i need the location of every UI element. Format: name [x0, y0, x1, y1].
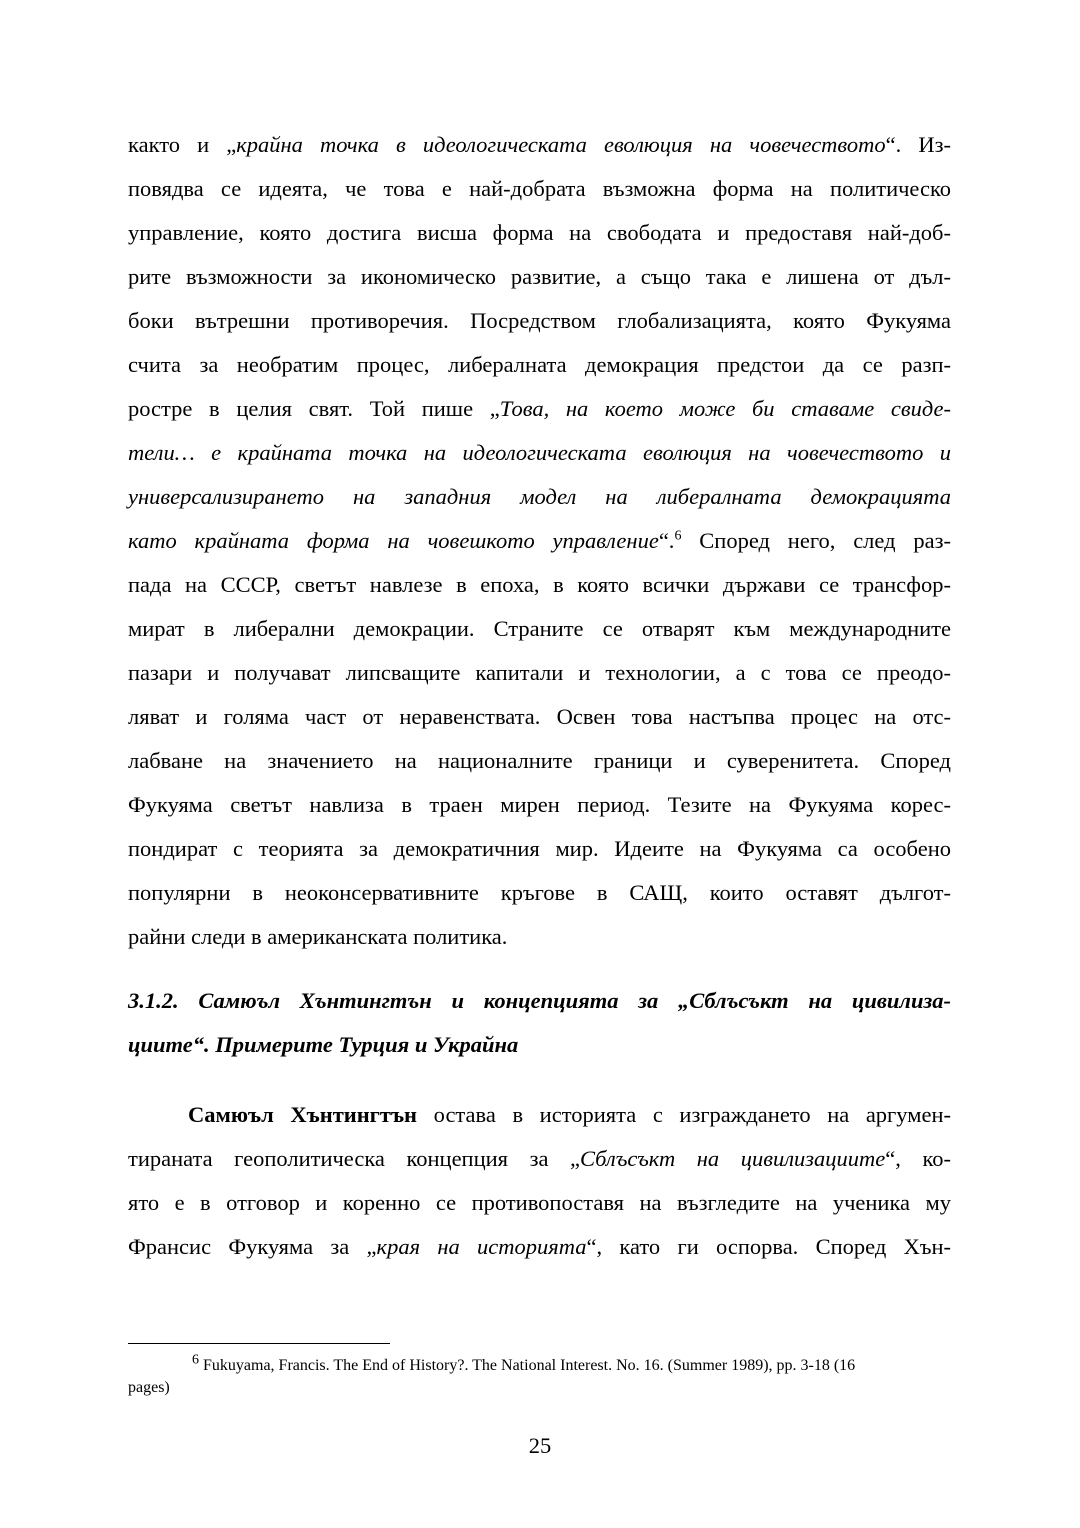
text-line: както и „крайна точка в идеологическата еволюция на човечеството“. Из- — [128, 132, 951, 157]
text-line: популярни в неоконсервативните кръгове в САЩ, които оставят дългот- — [128, 880, 951, 905]
body-paragraph-fukuyama — [128, 123, 951, 959]
text-line: ято е в отговор и коренно се противопоставя на възгледите на ученика му — [128, 1190, 951, 1215]
quote-italic: крайна точка в идеологическата еволюция на човечеството — [236, 132, 886, 157]
text-line — [128, 475, 951, 519]
heading-line: 3.1.2. Самюъл Хънтингтън и концепцията за „Сблъсъкт на цивилиза- — [128, 988, 951, 1013]
text-line: като крайната форма на човешкото управление“.$^6$ Според него, след раз- — [128, 528, 951, 553]
section-heading — [128, 979, 951, 1067]
footnote-reference: 6 — [674, 528, 682, 544]
footnote-marker: 6 — [192, 1352, 199, 1368]
quote-italic: Това, на което може би ставаме свиде- — [499, 396, 951, 421]
text-line: Франсис Фукуяма за „края на историята“, като ги оспорва. Според Хън- — [128, 1234, 951, 1259]
text-line: повядва се идеята, че това е най-добрата възможна форма на политическо — [128, 176, 951, 201]
quote-italic: края на историята — [376, 1234, 587, 1259]
text-line: счита за необратим процес, либералната демокрация предстои да се разп- — [128, 352, 951, 377]
quote-italic: тели… е крайната точка на идеологическата еволюция на човечеството и — [128, 440, 951, 465]
text-line: пазари и получават липсващите капитали и технологии, а с това се преодо- — [128, 660, 951, 685]
text-line — [128, 431, 951, 475]
quote-italic: универсализирането на западния модел на либералната демокрацията — [128, 484, 951, 509]
footnote-line: pages) — [128, 1379, 170, 1396]
text-line: управление, която достига висша форма на свободата и предоставя най-доб- — [128, 220, 951, 245]
quote-italic: Сблъсъкт на цивилизациите — [579, 1146, 886, 1171]
text-line: тираната геополитическа концепция за „Сблъсъкт на цивилизациите“, ко- — [128, 1146, 951, 1171]
text-line: Самюъл Хънтингтън остава в историята с изграждането на аргумен- — [188, 1102, 951, 1127]
text-line: мират в либерални демокрации. Страните се отварят към международните — [128, 616, 951, 641]
heading-line: циите“. Примерите Турция и Украйна — [128, 1032, 519, 1057]
text-line: пондират с теорията за демократичния мир. Идеите на Фукуяма са особено — [128, 836, 951, 861]
text-line: райни следи в американската политика. — [128, 924, 508, 949]
page-number: 25 — [528, 1433, 552, 1458]
text-line: ляват и голяма част от неравенствата. Освен това настъпва процес на отс- — [128, 704, 951, 729]
quote-italic: като крайната форма на човешкото управление — [128, 528, 659, 553]
text-line: пада на СССР, светът навлезе в епоха, в която всички държави се трансфор- — [128, 572, 951, 597]
body-paragraph-huntington — [128, 1093, 951, 1269]
text-line: Фукуяма светът навлиза в траен мирен период. Тезите на Фукуяма корес- — [128, 792, 951, 817]
text-line: рите възможности за икономическо развитие, а също така е лишена от дъл- — [128, 264, 951, 289]
text-line: ростре в целия свят. Той пише „Това, на което може би ставаме свиде- — [128, 396, 951, 421]
text-line: лабване на значението на националните граници и суверенитета. Според — [128, 748, 951, 773]
footnote-line: $^6$ Fukuyama, Francis. The End of History?. The National Interest. No. 16. (Summer 1989), pp. 3-18 (16 — [192, 1352, 856, 1374]
footnote-separator — [128, 1343, 390, 1344]
text-line: боки вътрешни противоречия. Посредством глобализацията, която Фукуяма — [128, 308, 951, 333]
footnote — [128, 1352, 951, 1399]
bold-name: Самюъл Хънтингтън — [188, 1102, 418, 1127]
